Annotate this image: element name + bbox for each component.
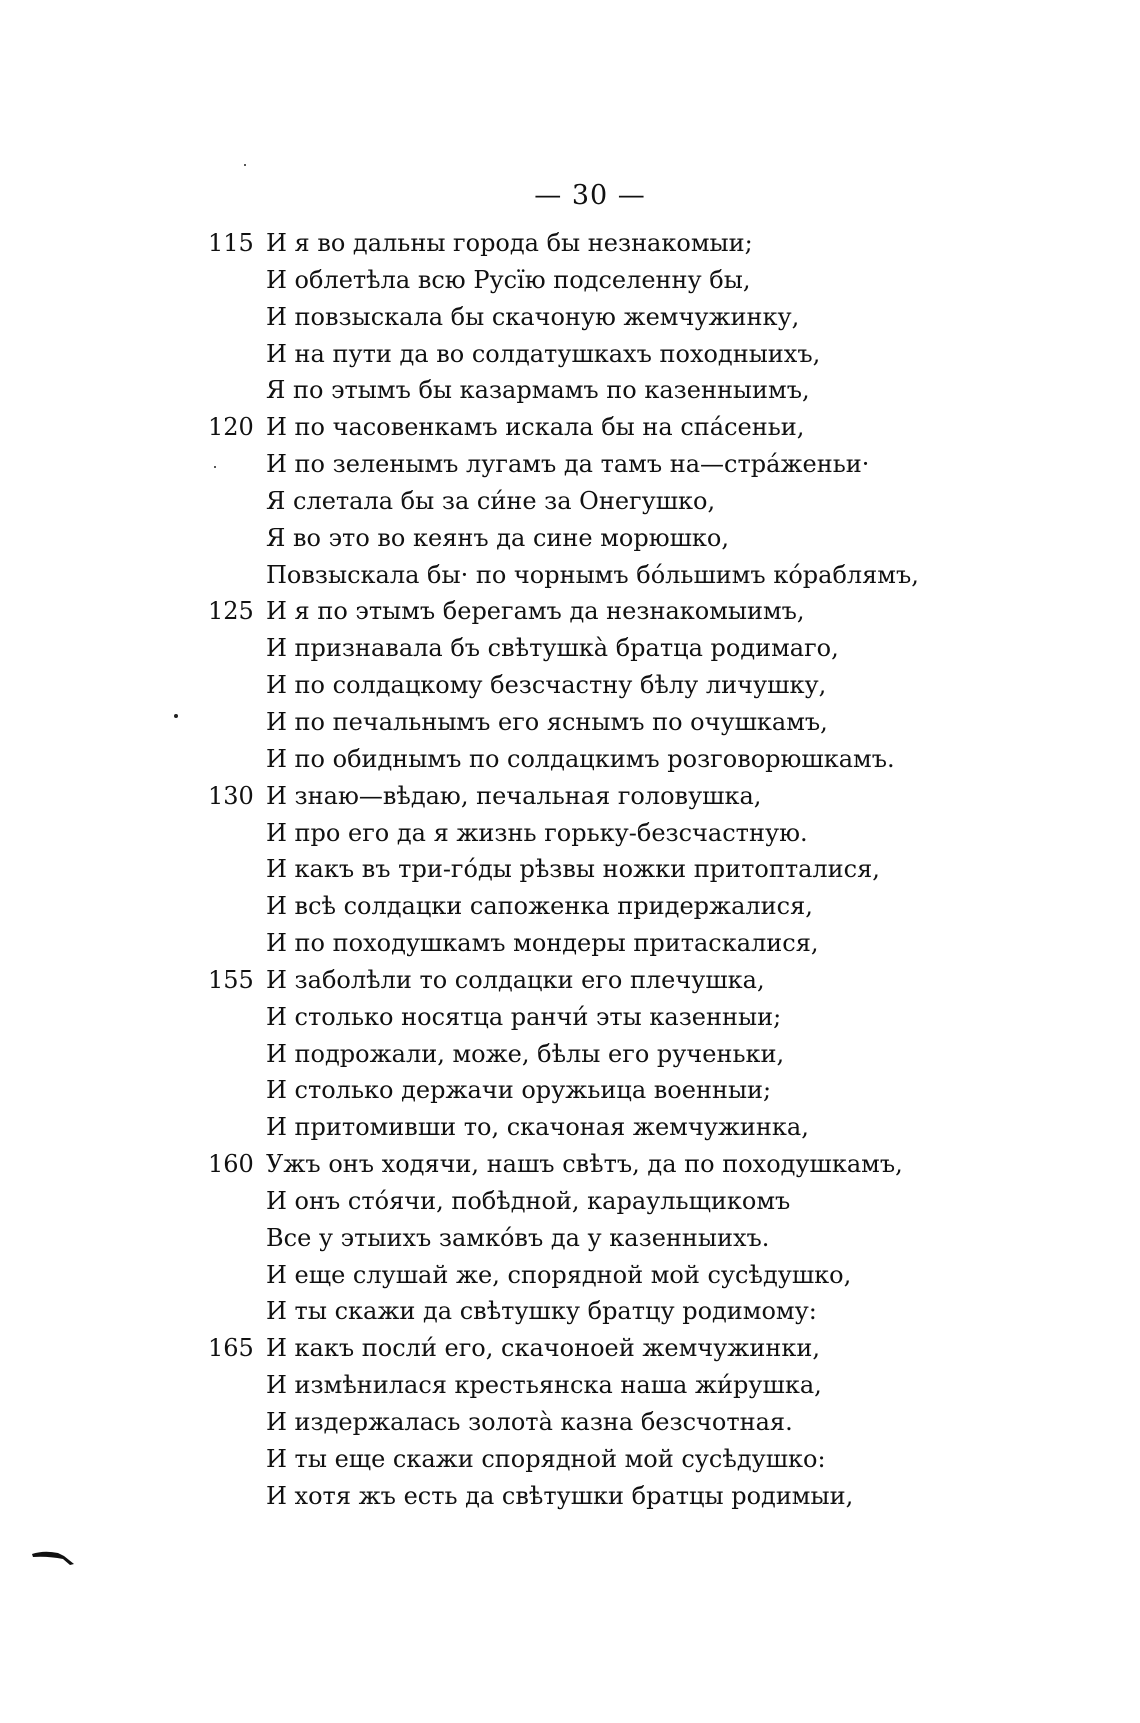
- verse-line: [208, 1478, 1088, 1515]
- verse-line: [208, 1109, 1088, 1146]
- verse-text: И признавала бъ свѣтушка̀ братца родимаго,: [266, 634, 839, 663]
- verse-line: [208, 593, 1088, 630]
- verse-line: [208, 999, 1088, 1036]
- verse-line: [208, 483, 1088, 520]
- ink-speck: [244, 164, 246, 166]
- verse-text: И я во дальны города бы незнакомыи;: [266, 229, 753, 257]
- verse-line: [208, 1293, 1088, 1330]
- verse-text: Ужъ онъ ходячи, нашъ свѣтъ, да по походушкамъ,: [266, 1150, 903, 1179]
- verse-line: [208, 630, 1088, 667]
- verse-block: [208, 225, 1088, 1515]
- verse-text: И притомивши то, скачоная жемчужинка,: [266, 1113, 809, 1142]
- verse-text: И заболѣли то солдацки его плечушка,: [266, 965, 765, 994]
- verse-text: И еще слушай же, спорядной мой сусѣдушко,: [266, 1260, 852, 1289]
- verse-number: 160: [208, 1150, 254, 1179]
- verse-line: [208, 888, 1088, 925]
- verse-line: [208, 778, 1088, 815]
- verse-text: Я во это во кеянъ да сине морюшко,: [266, 523, 729, 552]
- ink-speck: [174, 714, 178, 718]
- verse-number: 125: [208, 597, 254, 626]
- verse-line: [208, 1367, 1088, 1404]
- verse-text: И столько держачи оружьица военныи;: [266, 1076, 772, 1105]
- verse-line: [208, 446, 1088, 483]
- verse-line: [208, 925, 1088, 962]
- verse-line: [208, 372, 1088, 409]
- verse-text: И по солдацкому безсчастну бѣлу личушку,: [266, 671, 827, 700]
- verse-line: [208, 667, 1088, 704]
- verse-line: [208, 1220, 1088, 1257]
- verse-line: [208, 1257, 1088, 1294]
- verse-text: И знаю—вѣдаю, печальная головушка,: [266, 781, 762, 810]
- verse-number: 165: [208, 1334, 254, 1363]
- verse-line: [208, 409, 1088, 446]
- verse-text: Все у этыихъ замко́въ да у казенныихъ.: [266, 1223, 770, 1252]
- verse-text: И онъ сто́ячи, побѣдной, караульщикомъ: [266, 1186, 791, 1215]
- verse-text: И измѣнилася крестьянска наша жи́рушка,: [266, 1371, 822, 1400]
- verse-line: [208, 704, 1088, 741]
- verse-line: [208, 1404, 1088, 1441]
- verse-line: [208, 336, 1088, 373]
- verse-number: 130: [208, 781, 254, 810]
- verse-line: [208, 557, 1088, 594]
- verse-text: И по походушкамъ мондеры притаскалися,: [266, 929, 819, 958]
- verse-text: И повзыскала бы скачоную жемчужинку,: [266, 302, 800, 331]
- verse-line: [208, 1072, 1088, 1109]
- verse-text: И я по этымъ берегамъ да незнакомыимъ,: [266, 597, 805, 626]
- verse-text: И по печальнымъ его яснымъ по очушкамъ,: [266, 707, 828, 736]
- verse-text: И подрожали, може, бѣлы его рученьки,: [266, 1039, 785, 1068]
- ink-speck: [214, 466, 216, 468]
- verse-text: И ты еще скажи спорядной мой сусѣдушко:: [266, 1444, 826, 1473]
- verse-text: И какъ посли́ его, скачоноей жемчужинки,: [266, 1334, 820, 1363]
- verse-text: И на пути да во солдатушкахъ походныихъ,: [266, 339, 821, 368]
- verse-line: [208, 741, 1088, 778]
- verse-line: [208, 1330, 1088, 1367]
- verse-text: И по зеленымъ лугамъ да тамъ на—стра́женьи·: [266, 450, 870, 479]
- verse-number: 115: [208, 229, 254, 257]
- verse-text: И хотя жъ есть да свѣтушки братцы родимыи,: [266, 1481, 854, 1510]
- verse-line: [208, 299, 1088, 336]
- verse-line: [208, 815, 1088, 852]
- verse-line: [208, 1146, 1088, 1183]
- verse-text: И облетѣла всю Русїю подселенну бы,: [266, 265, 751, 294]
- verse-line: [208, 225, 1088, 262]
- verse-line: [208, 962, 1088, 999]
- verse-line: [208, 520, 1088, 557]
- verse-line: [208, 262, 1088, 299]
- page-number: — 30 —: [534, 180, 646, 211]
- verse-text: Повзыскала бы· по чорнымъ бо́льшимъ ко́раблямъ,: [266, 560, 919, 589]
- verse-number: 120: [208, 413, 254, 442]
- verse-line: [208, 1441, 1088, 1478]
- verse-line: [208, 1183, 1088, 1220]
- verse-text: Я по этымъ бы казармамъ по казенныимъ,: [266, 376, 810, 405]
- verse-text: И всѣ солдацки сапоженка придержалися,: [266, 892, 813, 921]
- verse-number: 155: [208, 965, 254, 994]
- verse-text: И по обиднымъ по солдацкимъ розговорюшкамъ.: [266, 744, 895, 773]
- verse-text: Я слетала бы за си́не за Онегушко,: [266, 486, 716, 515]
- verse-line: [208, 851, 1088, 888]
- verse-text: И издержалась золота̀ казна безсчотная.: [266, 1408, 793, 1436]
- verse-text: И ты скажи да свѣтушку братцу родимому:: [266, 1297, 817, 1326]
- verse-line: [208, 1036, 1088, 1073]
- verse-text: И по часовенкамъ искала бы на спа́сеньи,: [266, 413, 805, 442]
- ink-mark: [30, 1548, 80, 1568]
- verse-text: И какъ въ три-го́ды рѣзвы ножки притопталися,: [266, 855, 880, 884]
- verse-text: И про его да я жизнь горьку-безсчастную.: [266, 818, 808, 847]
- verse-text: И столько носятца ранчи́ эты казенныи;: [266, 1002, 782, 1031]
